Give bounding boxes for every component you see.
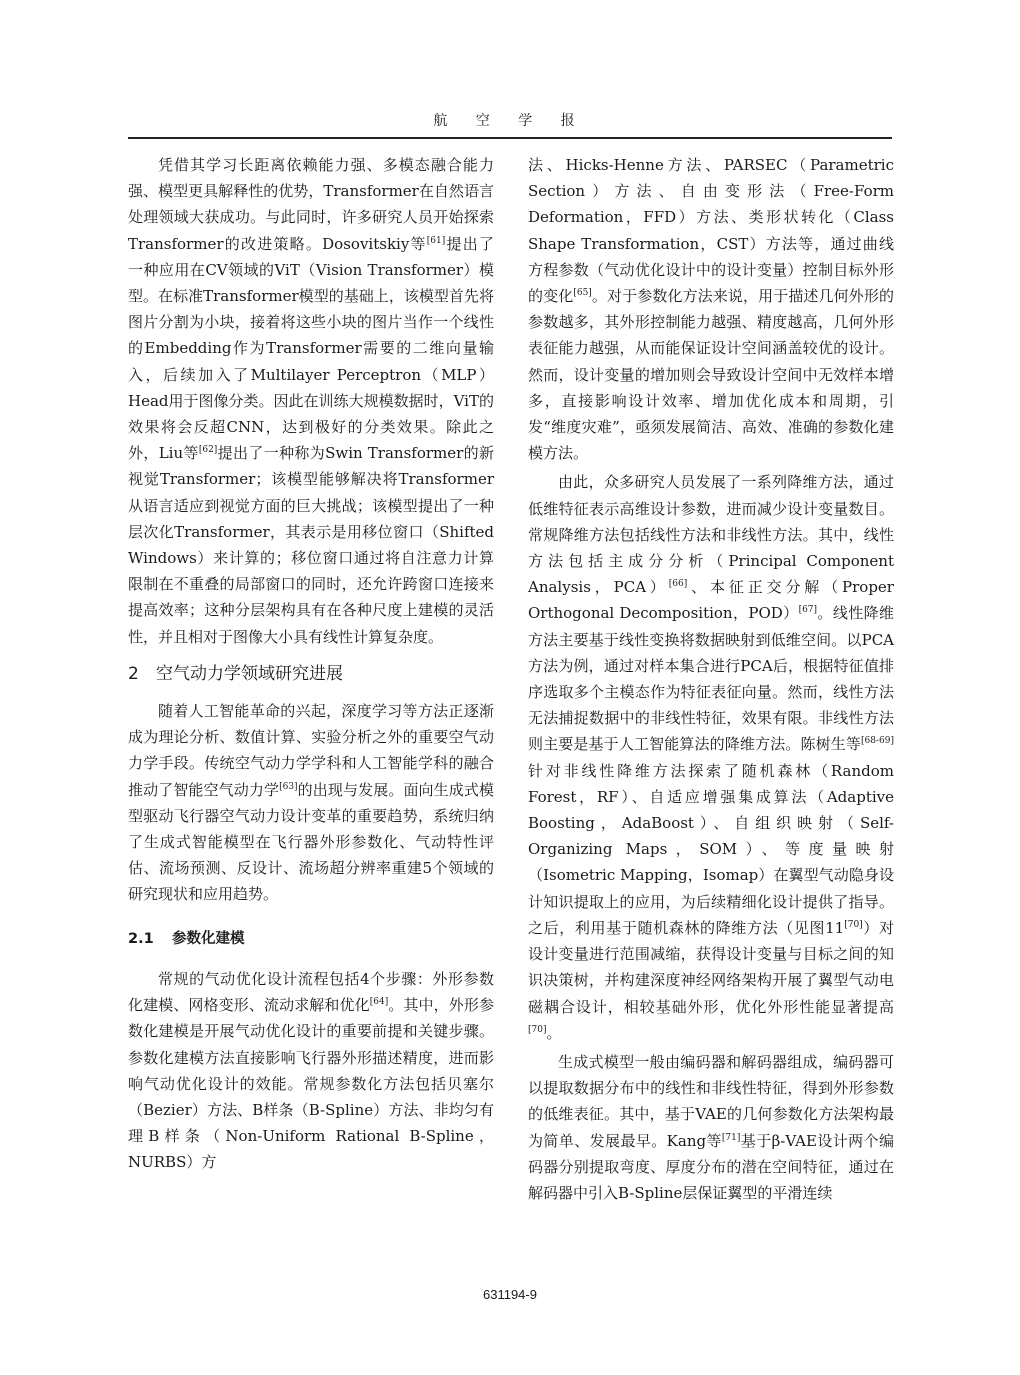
paragraph <box>128 152 494 650</box>
text-run: 针对非线性降维方法探索了随机森林（Random Forest，RF）、自适应增强集成算法（Adaptive Boosting，AdaBoost）、自组织映射（Self-Organizing Maps，SOM）、等度量映射（Isometric Mapping，Isomap）在翼型气动隐身设计知识提取上的应用，为后续精细化设计提供了指导。之后，利用基于随机森林的降维方法（见图11 <box>528 761 894 937</box>
subsection-number: 2.1 <box>128 930 154 947</box>
citation-ref: [70] <box>528 1024 547 1035</box>
citation-ref: [70] <box>844 919 863 930</box>
text-run: 的出现与发展。面向生成式模型驱动飞行器空气动力设计变革的重要趋势，系统归纳了生成式智能模型在飞行器外形参数化、气动特性评估、流场预测、反设计、流场超分辨率重建5个领域的研究现状和应用趋势。 <box>128 780 494 904</box>
citation-ref: [62] <box>198 445 218 456</box>
text-run: 由此，众多研究人员发展了一系列降维方法，通过低维特征表示高维设计参数，进而减少设计变量数目。常规降维方法包括线性方法和非线性方法。其中，线性方法包括主成分分析（Principal Component Analysis，PCA） <box>528 473 894 597</box>
left-column <box>128 152 494 1176</box>
paragraph <box>528 1049 894 1206</box>
text-run: ）对设计变量进行范围减缩，获得设计变量与目标之间的知识决策树，并构建深度神经网络架构开展了翼型气动电磁耦合设计，相较基础外形，优化外形性能显著提高 <box>528 918 894 1016</box>
text-run: 提出了一种应用在CV领域的ViT（Vision Transformer）模型。在标准Transformer模型的基础上，该模型首先将图片分割为小块，接着将这些小块的图片当作一个线性的Embedding作为Transformer需要的二维向量输入，后续加入了Multilayer Perceptron（MLP）Head用于图像分类。因此在训练大规模数据时，ViT的效果将会反超CNN，达到极好的分类效果。除此之外，Liu等 <box>128 234 494 463</box>
header-rule <box>128 137 892 139</box>
paragraph <box>128 966 494 1176</box>
citation-ref: [63] <box>279 781 298 792</box>
text-run: 凭借其学习长距离依赖能力强、多模态融合能力强、模型更具解释性的优势，Transformer在自然语言处理领域大获成功。与此同时，许多研究人员开始探索Transformer的改进策略。Dosovitskiy等 <box>128 156 494 253</box>
section-title: 空气动力学领域研究进展 <box>156 663 343 684</box>
section-heading <box>128 661 494 687</box>
paragraph <box>528 469 894 1045</box>
citation-ref: [61] <box>426 235 446 246</box>
citation-ref: [65] <box>573 288 592 299</box>
paragraph <box>528 152 894 466</box>
subsection-title: 参数化建模 <box>172 930 245 947</box>
section-number: 2 <box>128 663 139 684</box>
text-run: 提出了一种称为Swin Transformer的新视觉Transformer；该模型能够解决将Transformer从语言适应到视觉方面的巨大挑战；该模型提出了一种层次化Transformer，其表示是用移位窗口（Shifted Windows）来计算的；移位窗口通过将自注意力计算限制在不重叠的局部窗口的同时，还允许跨窗口连接来提高效率；这种分层架构具有在各种尺度上建模的灵活性，并且相对于图像大小具有线性计算复杂度。 <box>128 444 495 646</box>
text-run: 。线性降维方法主要基于线性变换将数据映射到低维空间。以PCA方法为例，通过对样本集合进行PCA后，根据特征值排序选取多个主模态作为特征表征向量。然而，线性方法无法捕捉数据中的非线性特征，效果有限。非线性方法则主要是基于人工智能算法的降维方法。陈树生等 <box>528 604 894 754</box>
text-run: 法、Hicks-Henne方法、PARSEC（Parametric Section）方法、自由变形法（Free-Form Deformation，FFD）方法、类形状转化（Class Shape Transformation，CST）方法等，通过曲线方程参数（气动优化设计中的设计变量）控制目标外形的变化 <box>528 156 894 306</box>
text-run: 常规的气动优化设计流程包括4个步骤：外形参数化建模、网格变形、流动求解和优化 <box>128 969 494 1015</box>
citation-ref: [67] <box>798 605 818 616</box>
subsection-heading <box>128 926 494 952</box>
citation-ref: [66] <box>668 579 688 590</box>
text-run: 、本征正交分解（Proper Orthogonal Decomposition，POD） <box>528 578 894 623</box>
citation-ref: [71] <box>721 1132 741 1143</box>
paragraph <box>128 698 494 908</box>
text-run: 随着人工智能革命的兴起，深度学习等方法正逐渐成为理论分析、数值计算、实验分析之外的重要空气动力学手段。传统空气动力学学科和人工智能学科的融合推动了智能空气动力学 <box>128 702 494 799</box>
journal-header: 航 空 学 报 <box>433 113 587 129</box>
citation-ref: [64] <box>369 997 389 1008</box>
citation-ref: [68-69] <box>861 736 894 747</box>
text-run: 。 <box>546 1023 562 1042</box>
right-column <box>528 152 894 1206</box>
text-run: 生成式模型一般由编码器和解码器组成，编码器可以提取数据分布中的线性和非线性特征，得到外形参数的低维表征。其中，基于VAE的几何参数化方法架构最为简单、发展最早。Kang等 <box>528 1052 894 1150</box>
page-number: 631194-9 <box>483 1287 537 1302</box>
text-run: 基于β-VAE设计两个编码器分别提取弯度、厚度分布的潜在空间特征，通过在解码器中引入B-Spline层保证翼型的平滑连续 <box>528 1131 894 1202</box>
text-run: 。其中，外形参数化建模是开展气动优化设计的重要前提和关键步骤。参数化建模方法直接影响飞行器外形描述精度，进而影响气动优化设计的效能。常规参数化方法包括贝塞尔（Bezier）方法、B样条（B-Spline）方法、非均匀有理B样条（Non-Uniform Rational B-Spline，NURBS）方 <box>128 996 494 1172</box>
text-run: 。对于参数化方法来说，用于描述几何外形的参数越多，其外形控制能力越强、精度越高，几何外形表征能力越强，从而能保证设计空间涵盖较优的设计。然而，设计变量的增加则会导致设计空间中无效样本增多，直接影响设计效率、增加优化成本和周期，引发“维度灾难”，亟须发展简洁、高效、准确的参数化建模方法。 <box>528 287 894 463</box>
